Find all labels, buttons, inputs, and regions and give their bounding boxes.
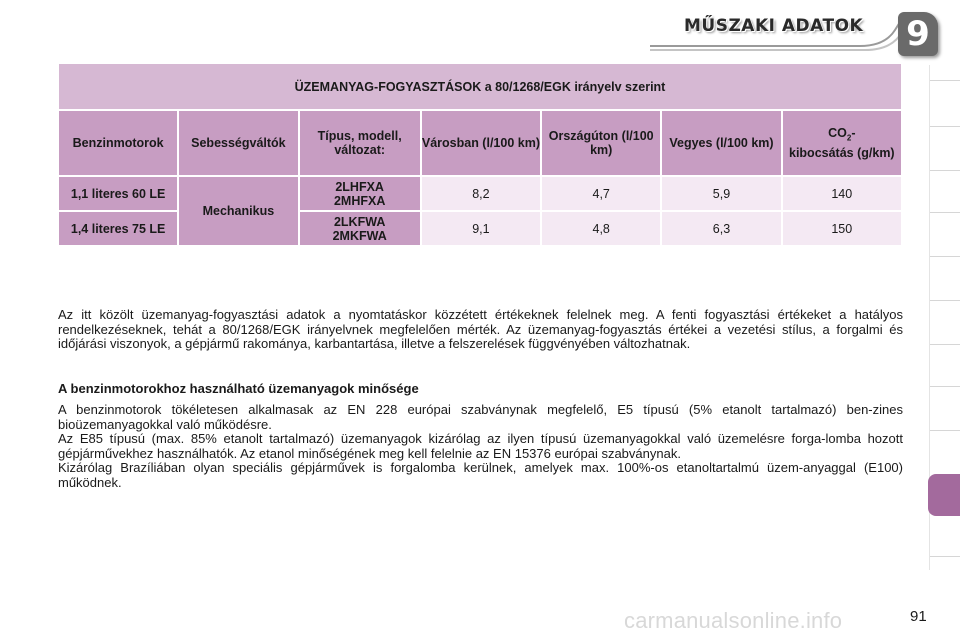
mixed-value: 5,9 xyxy=(662,177,780,210)
fuel-quality-text xyxy=(58,403,903,491)
tab-divider xyxy=(930,80,960,81)
co2-prefix: CO xyxy=(828,126,847,141)
column-header: Benzinmotorok xyxy=(59,111,177,175)
co2-subscript: 2 xyxy=(846,133,852,143)
watermark: carmanualsonline.info xyxy=(624,608,843,633)
chapter-badge xyxy=(898,12,938,56)
column-header-co2 xyxy=(783,111,901,175)
fuel-quality-line: Az E85 típusú (max. 85% etanolt tartalmazó) üzemanyagok kizárólag az ilyen típusú üzemanyagokkal való üzemelésre forga-lomba hozott gépjárművekhez használhatók. Az etanol minőségének meg kell felelnie az EN 15376 európai szabványnak. xyxy=(58,431,903,461)
co2-suffix: - xyxy=(851,126,856,141)
table-title: ÜZEMANYAG-FOGYASZTÁSOK a 80/1268/EGK irányelv szerint xyxy=(59,64,901,109)
column-header: Városban (l/100 km) xyxy=(422,111,540,175)
column-header: Vegyes (l/100 km) xyxy=(662,111,780,175)
road-value: 4,8 xyxy=(542,212,660,245)
consumption-note-paragraph: Az itt közölt üzemanyag-fogyasztási adatok a nyomtatáskor közzétett értékeknek felelnek meg. A fenti fogyasztási értékeket a hatályos rendelkezéseknek, tehát a 80/1268/EGK irányelvnek megfelelően mérték. Az üzemanyag-fogyasztás értékei a vezetési stílus, a forgalmi és időjárási viszonyok, a gépjármű rakománya, karbantartása, illetve a felszerelések függvényében változhatnak. xyxy=(58,307,903,352)
fuel-quality-line: Kizárólag Brazíliában olyan speciális gépjárművek is forgalomba kerülnek, amelyek max. 100%-os etanoltartalmú üzem-anyaggal (E100) működnek. xyxy=(58,460,903,490)
tab-divider xyxy=(930,300,960,301)
model-code: 2LHFXA xyxy=(335,179,384,194)
engine-cell: 1,4 literes 75 LE xyxy=(59,212,177,245)
table-row xyxy=(59,177,901,210)
model-code: 2MKFWA xyxy=(332,228,387,243)
section-heading: A benzinmotorokhoz használható üzemanyagok minősége xyxy=(58,381,419,396)
fuel-consumption-table xyxy=(57,62,903,247)
tab-divider xyxy=(930,556,960,557)
model-code-cell xyxy=(300,177,420,210)
engine-cell: 1,1 literes 60 LE xyxy=(59,177,177,210)
chapter-number: 9 xyxy=(906,14,930,54)
model-code: 2MHFXA xyxy=(333,193,386,208)
fuel-quality-line: A benzinmotorok tökéletesen alkalmasak az EN 228 európai szabványnak megfelelő, E5 típusú (5% etanolt tartalmazó) ben-zines bioüzemanyagokkal való működésre. xyxy=(58,402,903,432)
model-code-cell xyxy=(300,212,420,245)
tab-divider xyxy=(930,344,960,345)
column-header: Típus, modell, változat: xyxy=(300,111,420,175)
tab-divider xyxy=(930,256,960,257)
column-header: Sebességváltók xyxy=(179,111,297,175)
model-code: 2LKFWA xyxy=(333,214,386,229)
tab-divider xyxy=(930,126,960,127)
city-value: 8,2 xyxy=(422,177,540,210)
page-title: MŰSZAKI ADATOK xyxy=(684,16,864,36)
co2-value: 140 xyxy=(783,177,901,210)
tab-divider xyxy=(930,170,960,171)
tab-divider xyxy=(930,386,960,387)
mixed-value: 6,3 xyxy=(662,212,780,245)
city-value: 9,1 xyxy=(422,212,540,245)
co2-value: 150 xyxy=(783,212,901,245)
co2-label: kibocsátás (g/km) xyxy=(789,145,895,160)
active-chapter-tab[interactable] xyxy=(928,474,960,516)
column-header: Országúton (l/100 km) xyxy=(542,111,660,175)
road-value: 4,7 xyxy=(542,177,660,210)
page-number: 91 xyxy=(910,608,927,625)
gearbox-cell: Mechanikus xyxy=(179,177,297,245)
tab-divider xyxy=(930,212,960,213)
tab-divider xyxy=(930,430,960,431)
